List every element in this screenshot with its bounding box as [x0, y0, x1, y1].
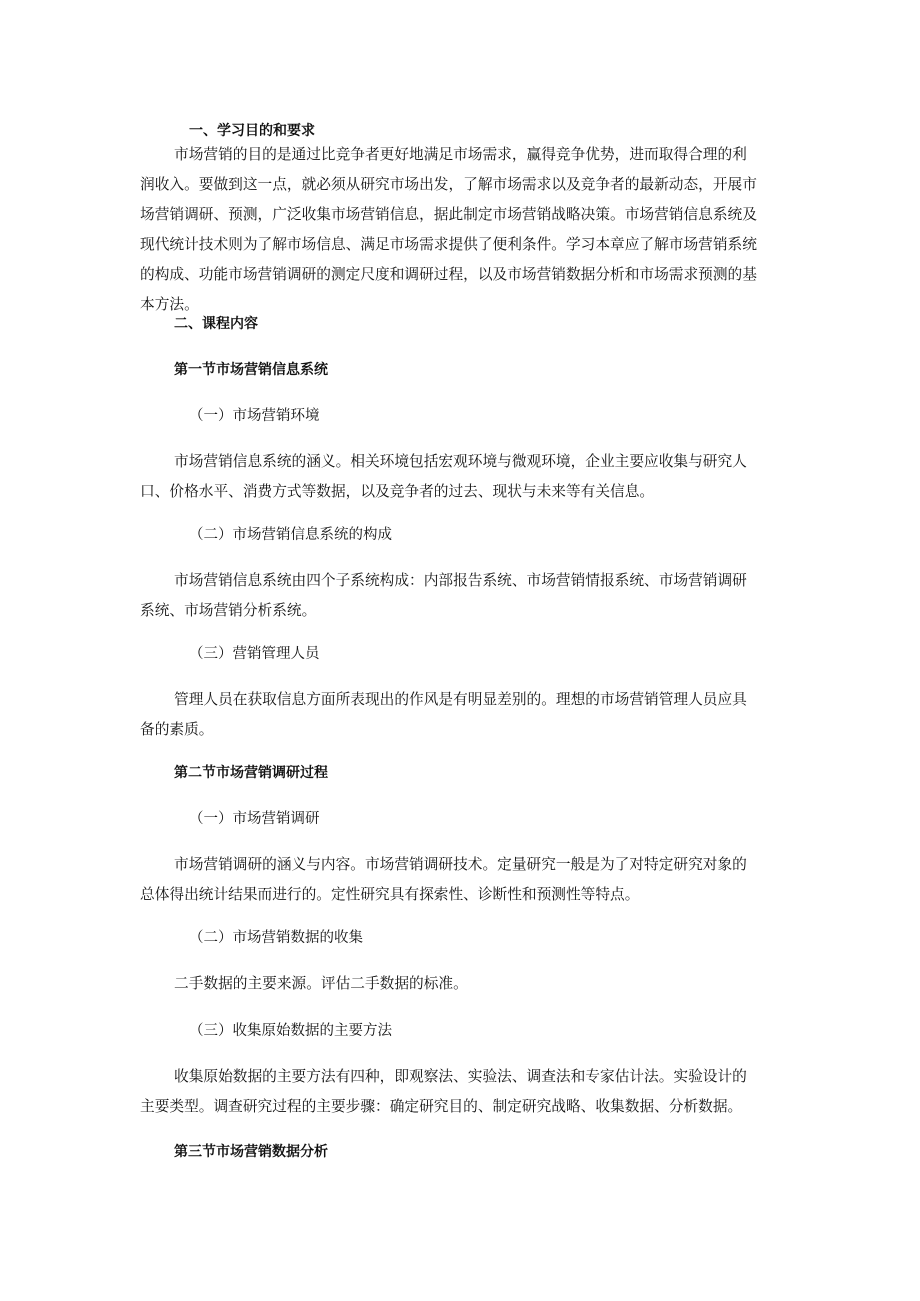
paragraph-line: 市场营销的目的是通过比竞争者更好地满足市场需求，赢得竞争优势，进而取得合理的利 [174, 146, 747, 163]
paragraph-line: 的构成、功能市场营销调研的测定尺度和调研过程，以及市场营销数据分析和市场需求预测的基 [140, 266, 757, 283]
paragraph-line: 主要类型。调查研究过程的主要步骤：确定研究目的、制定研究战略、收集数据、分析数据。 [140, 1098, 743, 1115]
paragraph-line: 现代统计技术则为了解市场信息、满足市场需求提供了便利条件。学习本章应了解市场营销系统 [140, 236, 757, 253]
chapter-title: 第一节市场营销信息系统 [174, 362, 328, 378]
subsection-paragraph [140, 1062, 782, 1122]
section-heading-goals: 一、学习目的和要求 [189, 123, 315, 139]
subsection-title: （一）市场营销调研 [189, 811, 320, 827]
paragraph-line: 备的素质。 [140, 721, 214, 738]
paragraph-line: 二手数据的主要来源。评估二手数据的标准。 [174, 975, 468, 992]
paragraph-line: 系统、市场营销分析系统。 [140, 602, 317, 619]
subsection-title: （二）市场营销信息系统的构成 [189, 527, 392, 543]
subsection-paragraph [140, 850, 782, 910]
paragraph-line: 本方法。 [140, 296, 199, 313]
subsection-paragraph [140, 447, 782, 507]
chapter-title: 第二节市场营销调研过程 [174, 765, 328, 781]
chapter-title: 第三节市场营销数据分析 [174, 1144, 328, 1160]
subsection-paragraph [140, 566, 782, 626]
paragraph-line: 管理人员在获取信息方面所表现出的作风是有明显差别的。理想的市场营销管理人员应具 [174, 691, 747, 708]
paragraph-line: 收集原始数据的主要方法有四种，即观察法、实验法、调查法和专家估计法。实验设计的 [174, 1068, 747, 1085]
subsection-paragraph [140, 969, 782, 999]
subsection-title: （三）收集原始数据的主要方法 [189, 1023, 392, 1039]
subsection-title: （三）营销管理人员 [189, 646, 320, 662]
paragraph-line: 总体得出统计结果而进行的。定性研究具有探索性、诊断性和预测性等特点。 [140, 886, 640, 903]
paragraph-line: 场营销调研、预测，广泛收集市场营销信息，据此制定市场营销战略决策。市场营销信息系统及 [140, 206, 757, 223]
section-heading-course-content: 二、课程内容 [174, 316, 258, 332]
paragraph-line: 市场营销信息系统由四个子系统构成：内部报告系统、市场营销情报系统、市场营销调研 [174, 572, 747, 589]
goals-paragraph [140, 140, 782, 320]
subsection-title: （一）市场营销环境 [189, 408, 320, 424]
paragraph-line: 口、价格水平、消费方式等数据，以及竞争者的过去、现状与未来等有关信息。 [140, 483, 655, 500]
subsection-paragraph [140, 685, 782, 745]
paragraph-line: 市场营销调研的涵义与内容。市场营销调研技术。定量研究一般是为了对特定研究对象的 [174, 856, 747, 873]
paragraph-line: 市场营销信息系统的涵义。相关环境包括宏观环境与微观环境，企业主要应收集与研究人 [174, 453, 747, 470]
subsection-title: （二）市场营销数据的收集 [189, 930, 363, 946]
paragraph-line: 润收入。要做到这一点，就必须从研究市场出发，了解市场需求以及竞争者的最新动态，开展市 [140, 176, 757, 193]
